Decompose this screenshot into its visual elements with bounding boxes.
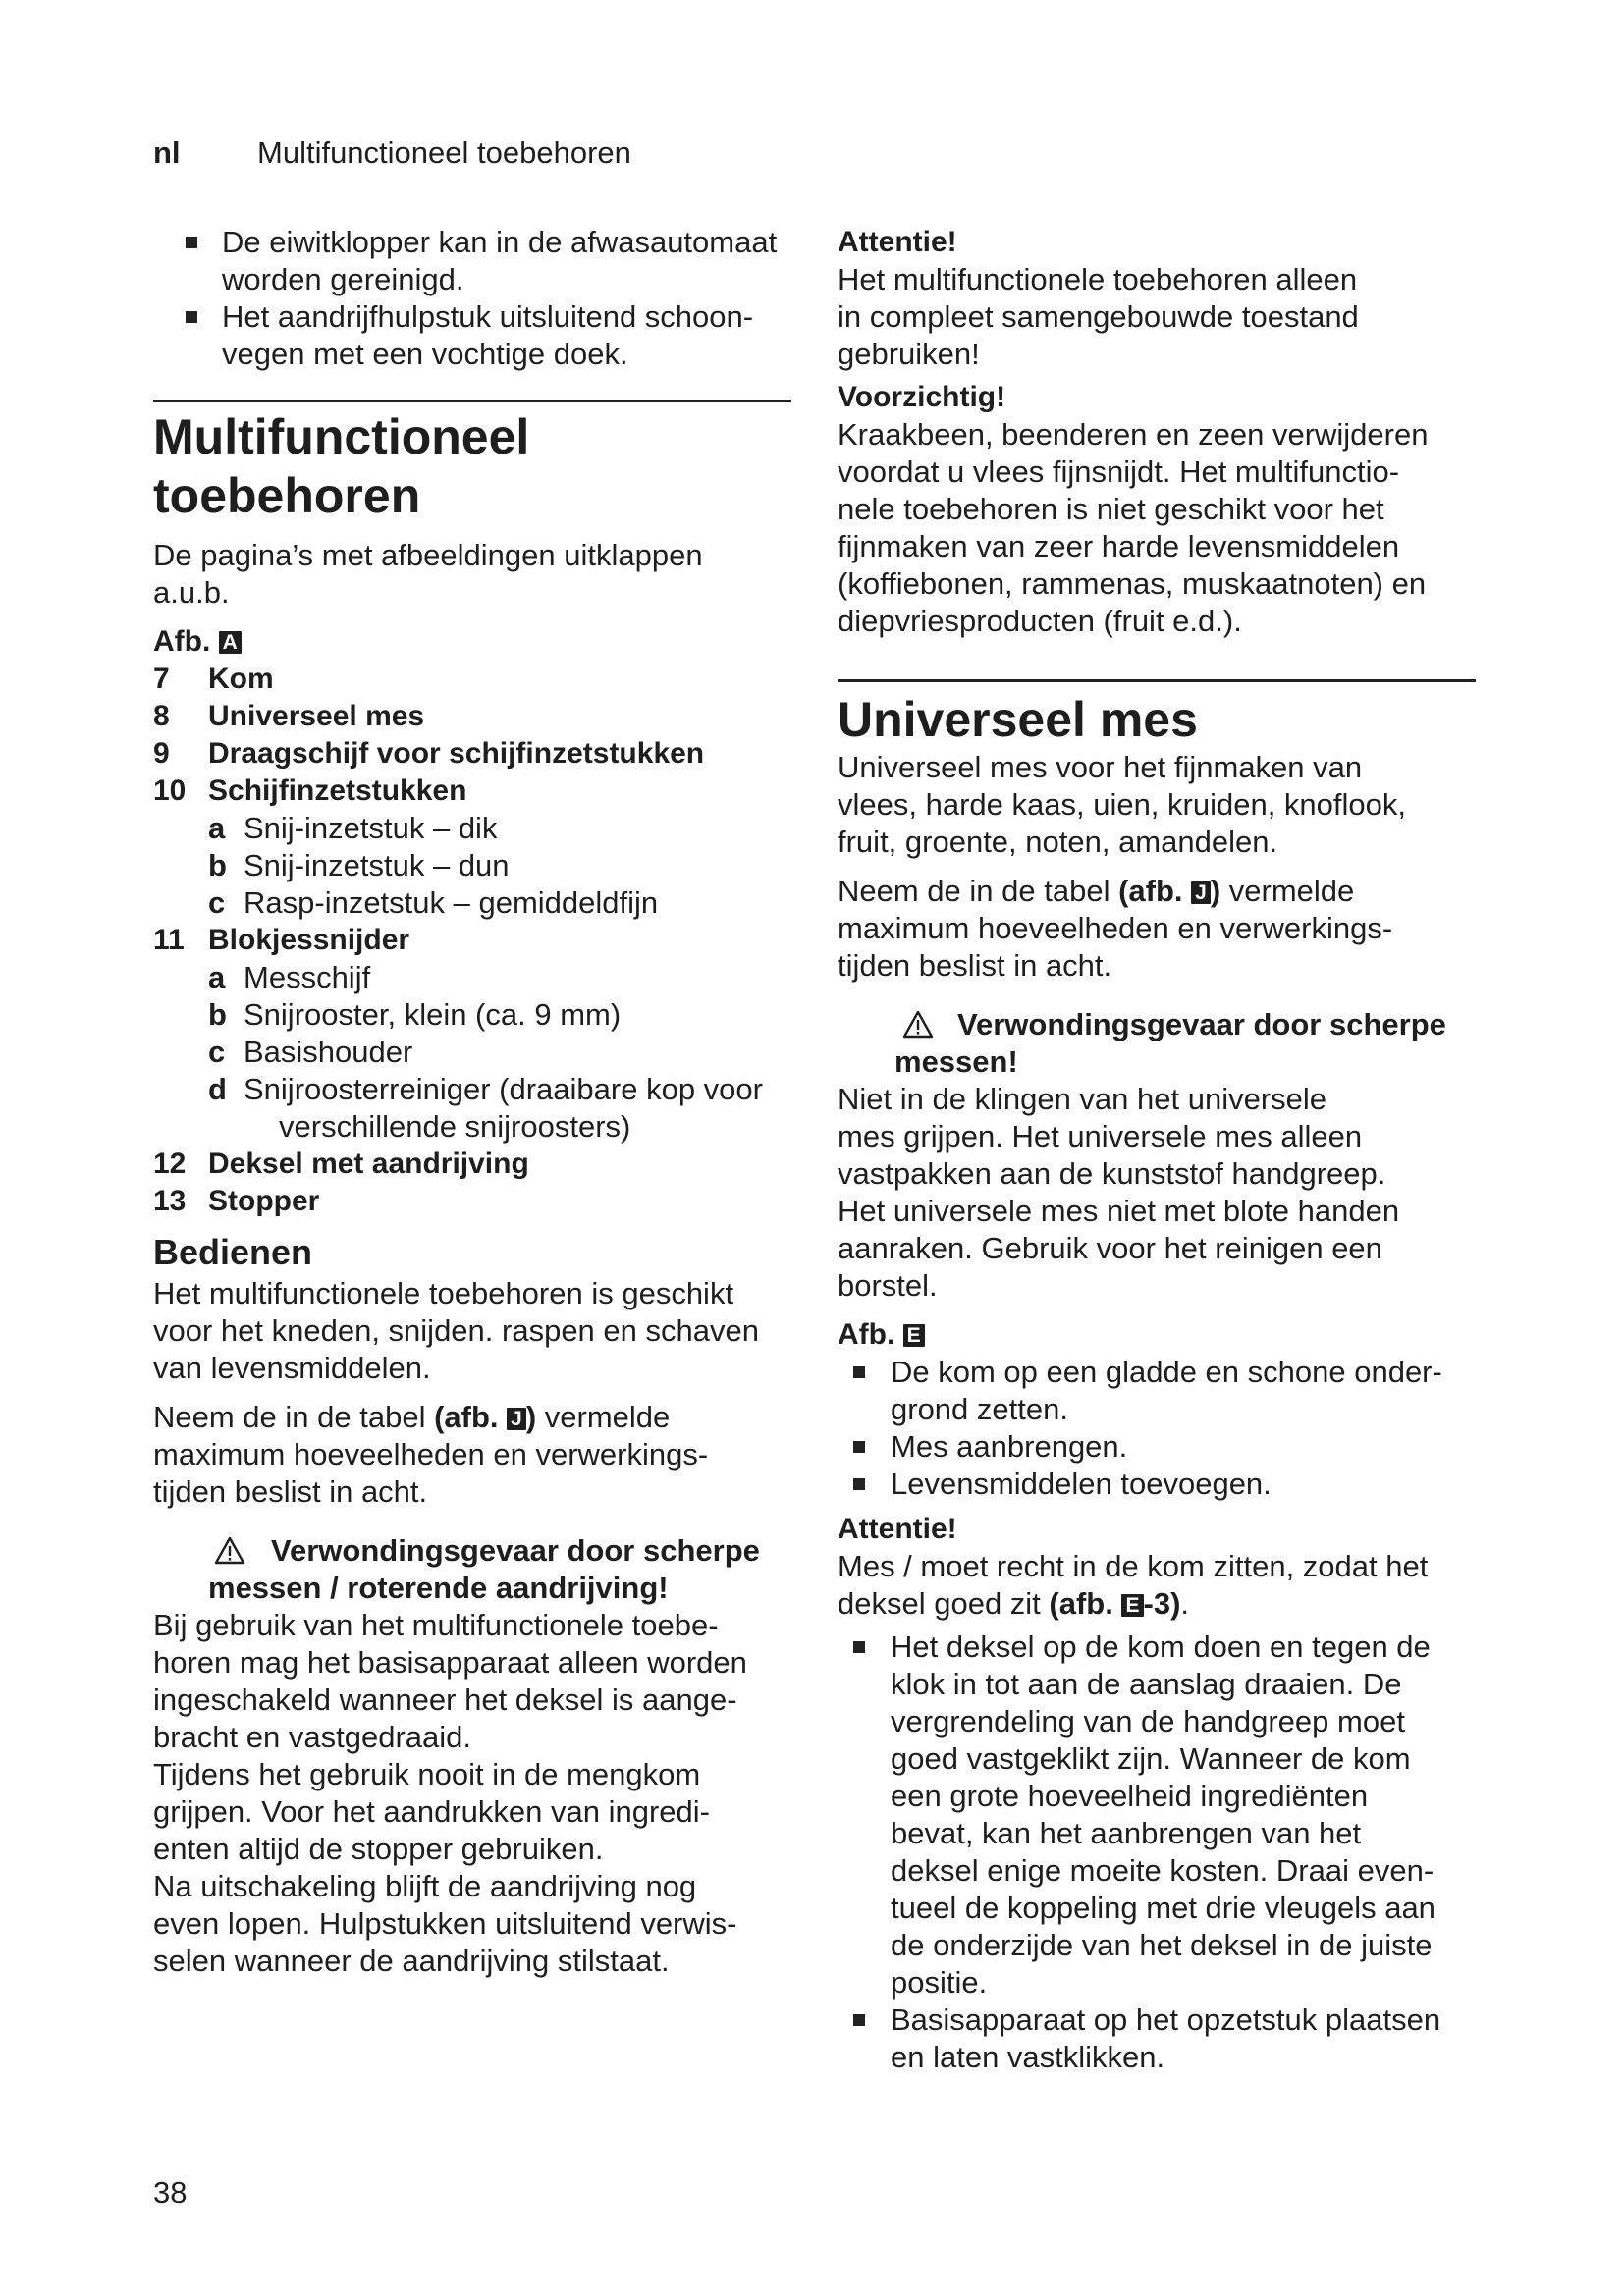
language-code: nl <box>153 135 181 170</box>
part-label: Stopper <box>208 1185 320 1217</box>
section-title-line: toebehoren <box>153 468 421 523</box>
text-line: nele toebehoren is niet geschikt voor het <box>838 492 1384 526</box>
text-line: voor het kneden, snijden. raspen en schaven <box>153 1313 759 1348</box>
bullet-text: positie. <box>891 1965 988 2000</box>
text-line: (koffiebonen, rammenas, muskaatnoten) en <box>838 566 1427 601</box>
part-label: Blokjessnijder <box>208 924 410 956</box>
figure-letter-badge: J <box>507 1408 526 1430</box>
warning-heading <box>838 1006 1495 1081</box>
bullet-icon <box>853 1641 865 1653</box>
text-line: tijden beslist in acht. <box>153 1474 428 1509</box>
text-run: Neem de in de tabel <box>153 1400 435 1434</box>
part-item <box>153 1146 801 1183</box>
bullet-icon <box>186 237 197 248</box>
text-line: Het multifunctionele toebehoren alleen <box>838 262 1358 296</box>
part-label: Draagschijf voor schijfinzetstukken <box>208 737 705 770</box>
bullet-text: bevat, kan het aanbrengen van het <box>891 1816 1362 1850</box>
text-line: vastpakken aan de kunststof handgreep. <box>838 1156 1386 1191</box>
bullet-text: De kom op een gladde en schone onder- <box>891 1355 1442 1389</box>
bullet-text: grond zetten. <box>891 1392 1068 1426</box>
caution-label: Voorzichtig! <box>838 381 1006 413</box>
quantities-paragraph <box>838 873 1495 985</box>
text-line: mes grijpen. Het universele mes alleen <box>838 1119 1363 1153</box>
warning-triangle-icon <box>902 1010 934 1039</box>
text-run: Neem de in de tabel <box>838 874 1119 908</box>
text-line: Mes / moet recht in de kom zitten, zodat het <box>838 1549 1429 1583</box>
section-title-line: Multifunctioneel <box>153 409 530 464</box>
attention-paragraph <box>838 261 1495 373</box>
bullet-text: klok in tot aan de aanslag draaien. De <box>891 1667 1402 1701</box>
sub-text: Messchijf <box>244 960 371 994</box>
text-line: voordat u vlees fijnsnijdt. Het multifunctio- <box>838 454 1400 489</box>
text-line: Niet in de klingen van het universele <box>838 1082 1327 1116</box>
sub-letter: a <box>208 811 226 845</box>
part-number: 10 <box>153 774 187 807</box>
bullet-text: tueel de koppeling met drie vleugels aan <box>891 1891 1435 1925</box>
section-divider <box>838 679 1476 682</box>
sub-item <box>153 1034 801 1071</box>
intro-line: De pagina’s met afbeeldingen uitklappen <box>153 538 703 572</box>
text-line: horen mag het basisapparaat alleen worden <box>153 1645 747 1680</box>
text-line: Na uitschakeling blijft de aandrijving nog <box>153 1869 697 1903</box>
text-line: Bij gebruik van het multifunctionele toebe- <box>153 1608 719 1642</box>
text-line: gebruiken! <box>838 337 980 371</box>
intro-paragraph <box>153 537 801 612</box>
text-line: Universeel mes voor het fijnmaken van <box>838 750 1363 784</box>
figure-label-text: Afb. <box>153 625 211 658</box>
warning-title-line: Verwondingsgevaar door scherpe <box>957 1007 1446 1041</box>
text-line: tijden beslist in acht. <box>838 948 1112 983</box>
part-item <box>153 661 801 698</box>
sub-letter: b <box>208 848 227 882</box>
text-line: fruit, groente, noten, amandelen. <box>838 825 1278 859</box>
text-line: Tijdens het gebruik nooit in de mengkom <box>153 1757 701 1791</box>
bullet-text: een grote hoeveelheid ingrediënten <box>891 1779 1369 1813</box>
sub-item <box>153 847 801 884</box>
sub-text: Basishouder <box>244 1035 413 1069</box>
page-number: 38 <box>153 2175 188 2210</box>
text-line: aanraken. Gebruik voor het reinigen een <box>838 1231 1382 1265</box>
part-item <box>153 922 801 959</box>
list-item <box>838 1466 1495 1503</box>
figure-ref-close: ) <box>525 1400 537 1434</box>
warning-title-line: Verwondingsgevaar door scherpe <box>271 1533 760 1568</box>
sub-text: Snij-inzetstuk – dik <box>244 811 498 845</box>
warning-heading <box>153 1532 801 1607</box>
bullet-text: Levensmiddelen toevoegen. <box>891 1467 1272 1501</box>
list-item <box>838 1629 1495 2002</box>
figure-label-text: Afb. <box>838 1318 895 1351</box>
text-line: Het universele mes niet met blote handen <box>838 1194 1400 1228</box>
sub-text: Snijroosterreiniger (draaibare kop voor <box>244 1072 763 1106</box>
text-line: enten altijd de stopper gebruiken. <box>153 1832 604 1866</box>
bullet-text: De eiwitklopper kan in de afwasautomaat <box>222 225 778 259</box>
part-item <box>153 698 801 735</box>
text-run: deksel goed zit <box>838 1586 1050 1621</box>
bullet-text: vegen met een vochtige doek. <box>222 337 628 371</box>
text-line: fijnmaken van zeer harde levensmiddelen <box>838 529 1400 563</box>
part-item <box>153 735 801 773</box>
intro-line: a.u.b. <box>153 575 230 610</box>
sub-item <box>153 810 801 847</box>
sub-letter: d <box>208 1072 227 1106</box>
intro-paragraph <box>838 749 1495 861</box>
part-number: 11 <box>153 924 185 956</box>
bullet-text: Het deksel op de kom doen en tegen de <box>891 1629 1431 1664</box>
warning-paragraph <box>838 1081 1495 1305</box>
bullet-text: Mes aanbrengen. <box>891 1429 1128 1464</box>
left-column <box>153 224 801 1980</box>
bullet-text: Het aandrijfhulpstuk uitsluitend schoon- <box>222 299 754 334</box>
bullet-text: Basisapparaat op het opzetstuk plaatsen <box>891 2002 1441 2037</box>
part-number: 12 <box>153 1148 187 1180</box>
figure-ref: (afb. <box>434 1400 508 1434</box>
section-title <box>153 407 801 525</box>
sub-item <box>153 1071 801 1146</box>
figure-letter-badge: E <box>1121 1594 1143 1617</box>
text-line: bracht en vastgedraaid. <box>153 1720 471 1754</box>
bullet-icon <box>853 2014 865 2026</box>
text-line: even lopen. Hulpstukken uitsluitend verwis- <box>153 1906 737 1941</box>
figure-letter-badge: E <box>903 1324 925 1347</box>
sub-text: Snijrooster, klein (ca. 9 mm) <box>244 997 622 1032</box>
figure-ref: (afb. <box>1049 1586 1122 1621</box>
warning-paragraph <box>153 1756 801 1868</box>
warning-title-line: messen! <box>894 1044 1018 1079</box>
text-line: diepvriesproducten (fruit e.d.). <box>838 604 1242 638</box>
bullet-icon <box>186 311 197 323</box>
quantities-paragraph <box>153 1399 801 1511</box>
list-item <box>153 298 801 373</box>
warning-triangle-icon <box>214 1536 245 1565</box>
text-line: borstel. <box>838 1268 938 1303</box>
figure-ref-close: ) <box>1210 874 1221 908</box>
sub-text: Rasp-inzetstuk – gemiddeldfijn <box>244 885 659 920</box>
part-label: Schijfinzetstukken <box>208 774 467 807</box>
text-line: in compleet samengebouwde toestand <box>838 299 1359 334</box>
bullet-text: de onderzijde van het deksel in de juiste <box>891 1928 1433 1962</box>
part-label: Universeel mes <box>208 700 425 732</box>
part-number: 8 <box>153 700 170 732</box>
bullet-text: vergrendeling van de handgreep moet <box>891 1704 1405 1738</box>
caution-paragraph <box>838 416 1495 640</box>
text-line: selen wanneer de aandrijving stilstaat. <box>153 1944 670 1978</box>
bullet-text: worden gereinigd. <box>222 262 464 296</box>
figure-label <box>153 623 801 661</box>
subsection-title: Bedienen <box>153 1232 313 1272</box>
sub-item <box>153 996 801 1034</box>
figure-label <box>838 1316 1495 1354</box>
bullet-icon <box>853 1478 865 1490</box>
text-line: ingeschakeld wanneer het deksel is aange- <box>153 1682 737 1717</box>
attention-label: Attentie! <box>838 1513 957 1545</box>
list-item <box>838 2002 1495 2076</box>
figure-ref: (afb. <box>1118 874 1192 908</box>
bedienen-paragraph <box>153 1275 801 1387</box>
part-number: 7 <box>153 663 170 695</box>
list-item <box>838 1428 1495 1466</box>
bullet-icon <box>853 1366 865 1378</box>
part-item <box>153 773 801 810</box>
text-run: vermelde <box>1220 874 1355 908</box>
sub-text: Snij-inzetstuk – dun <box>244 848 510 882</box>
page-header <box>153 135 631 171</box>
part-label: Kom <box>208 663 274 695</box>
attention-label: Attentie! <box>838 226 957 258</box>
bullet-icon <box>853 1441 865 1453</box>
part-item <box>153 1183 801 1220</box>
part-label: Deksel met aandrijving <box>208 1148 529 1180</box>
text-line: grijpen. Voor het aandrukken van ingredi- <box>153 1794 710 1829</box>
bullet-text: goed vastgeklikt zijn. Wanneer de kom <box>891 1741 1411 1776</box>
part-number: 13 <box>153 1185 187 1217</box>
sub-letter: c <box>208 885 226 920</box>
list-item <box>153 224 801 298</box>
part-number: 9 <box>153 737 170 770</box>
list-item <box>838 1354 1495 1428</box>
attention-paragraph <box>838 1548 1495 1623</box>
sub-letter: a <box>208 960 226 994</box>
text-line: maximum hoeveelheden en verwerkings- <box>153 1437 709 1471</box>
sub-item <box>153 959 801 996</box>
sub-item <box>153 884 801 922</box>
text-line: Het multifunctionele toebehoren is geschikt <box>153 1276 734 1310</box>
sub-letter: c <box>208 1035 226 1069</box>
text-line: van levensmiddelen. <box>153 1351 431 1385</box>
figure-letter-badge: A <box>219 631 242 654</box>
text-line: maximum hoeveelheden en verwerkings- <box>838 911 1393 945</box>
text-line: Kraakbeen, beenderen en zeen verwijderen <box>838 417 1429 452</box>
figure-ref-suffix: -3) <box>1143 1586 1181 1621</box>
right-column <box>838 224 1495 2076</box>
text-line: vlees, harde kaas, uien, kruiden, knoflook, <box>838 787 1407 822</box>
bullet-text: en laten vastklikken. <box>891 2040 1165 2074</box>
sub-letter: b <box>208 997 227 1032</box>
text-run: vermelde <box>536 1400 671 1434</box>
warning-paragraph <box>153 1607 801 1756</box>
warning-title-line: messen / roterende aandrijving! <box>208 1571 669 1605</box>
warning-paragraph <box>153 1868 801 1980</box>
bullet-text: deksel enige moeite kosten. Draai even- <box>891 1853 1435 1888</box>
section-divider <box>153 400 791 402</box>
figure-letter-badge: J <box>1191 881 1211 904</box>
section-title: Universeel mes <box>838 692 1198 747</box>
sub-text: verschillende snijroosters) <box>279 1109 631 1144</box>
running-title: Multifunctioneel toebehoren <box>257 135 631 170</box>
text-run: . <box>1180 1586 1190 1621</box>
